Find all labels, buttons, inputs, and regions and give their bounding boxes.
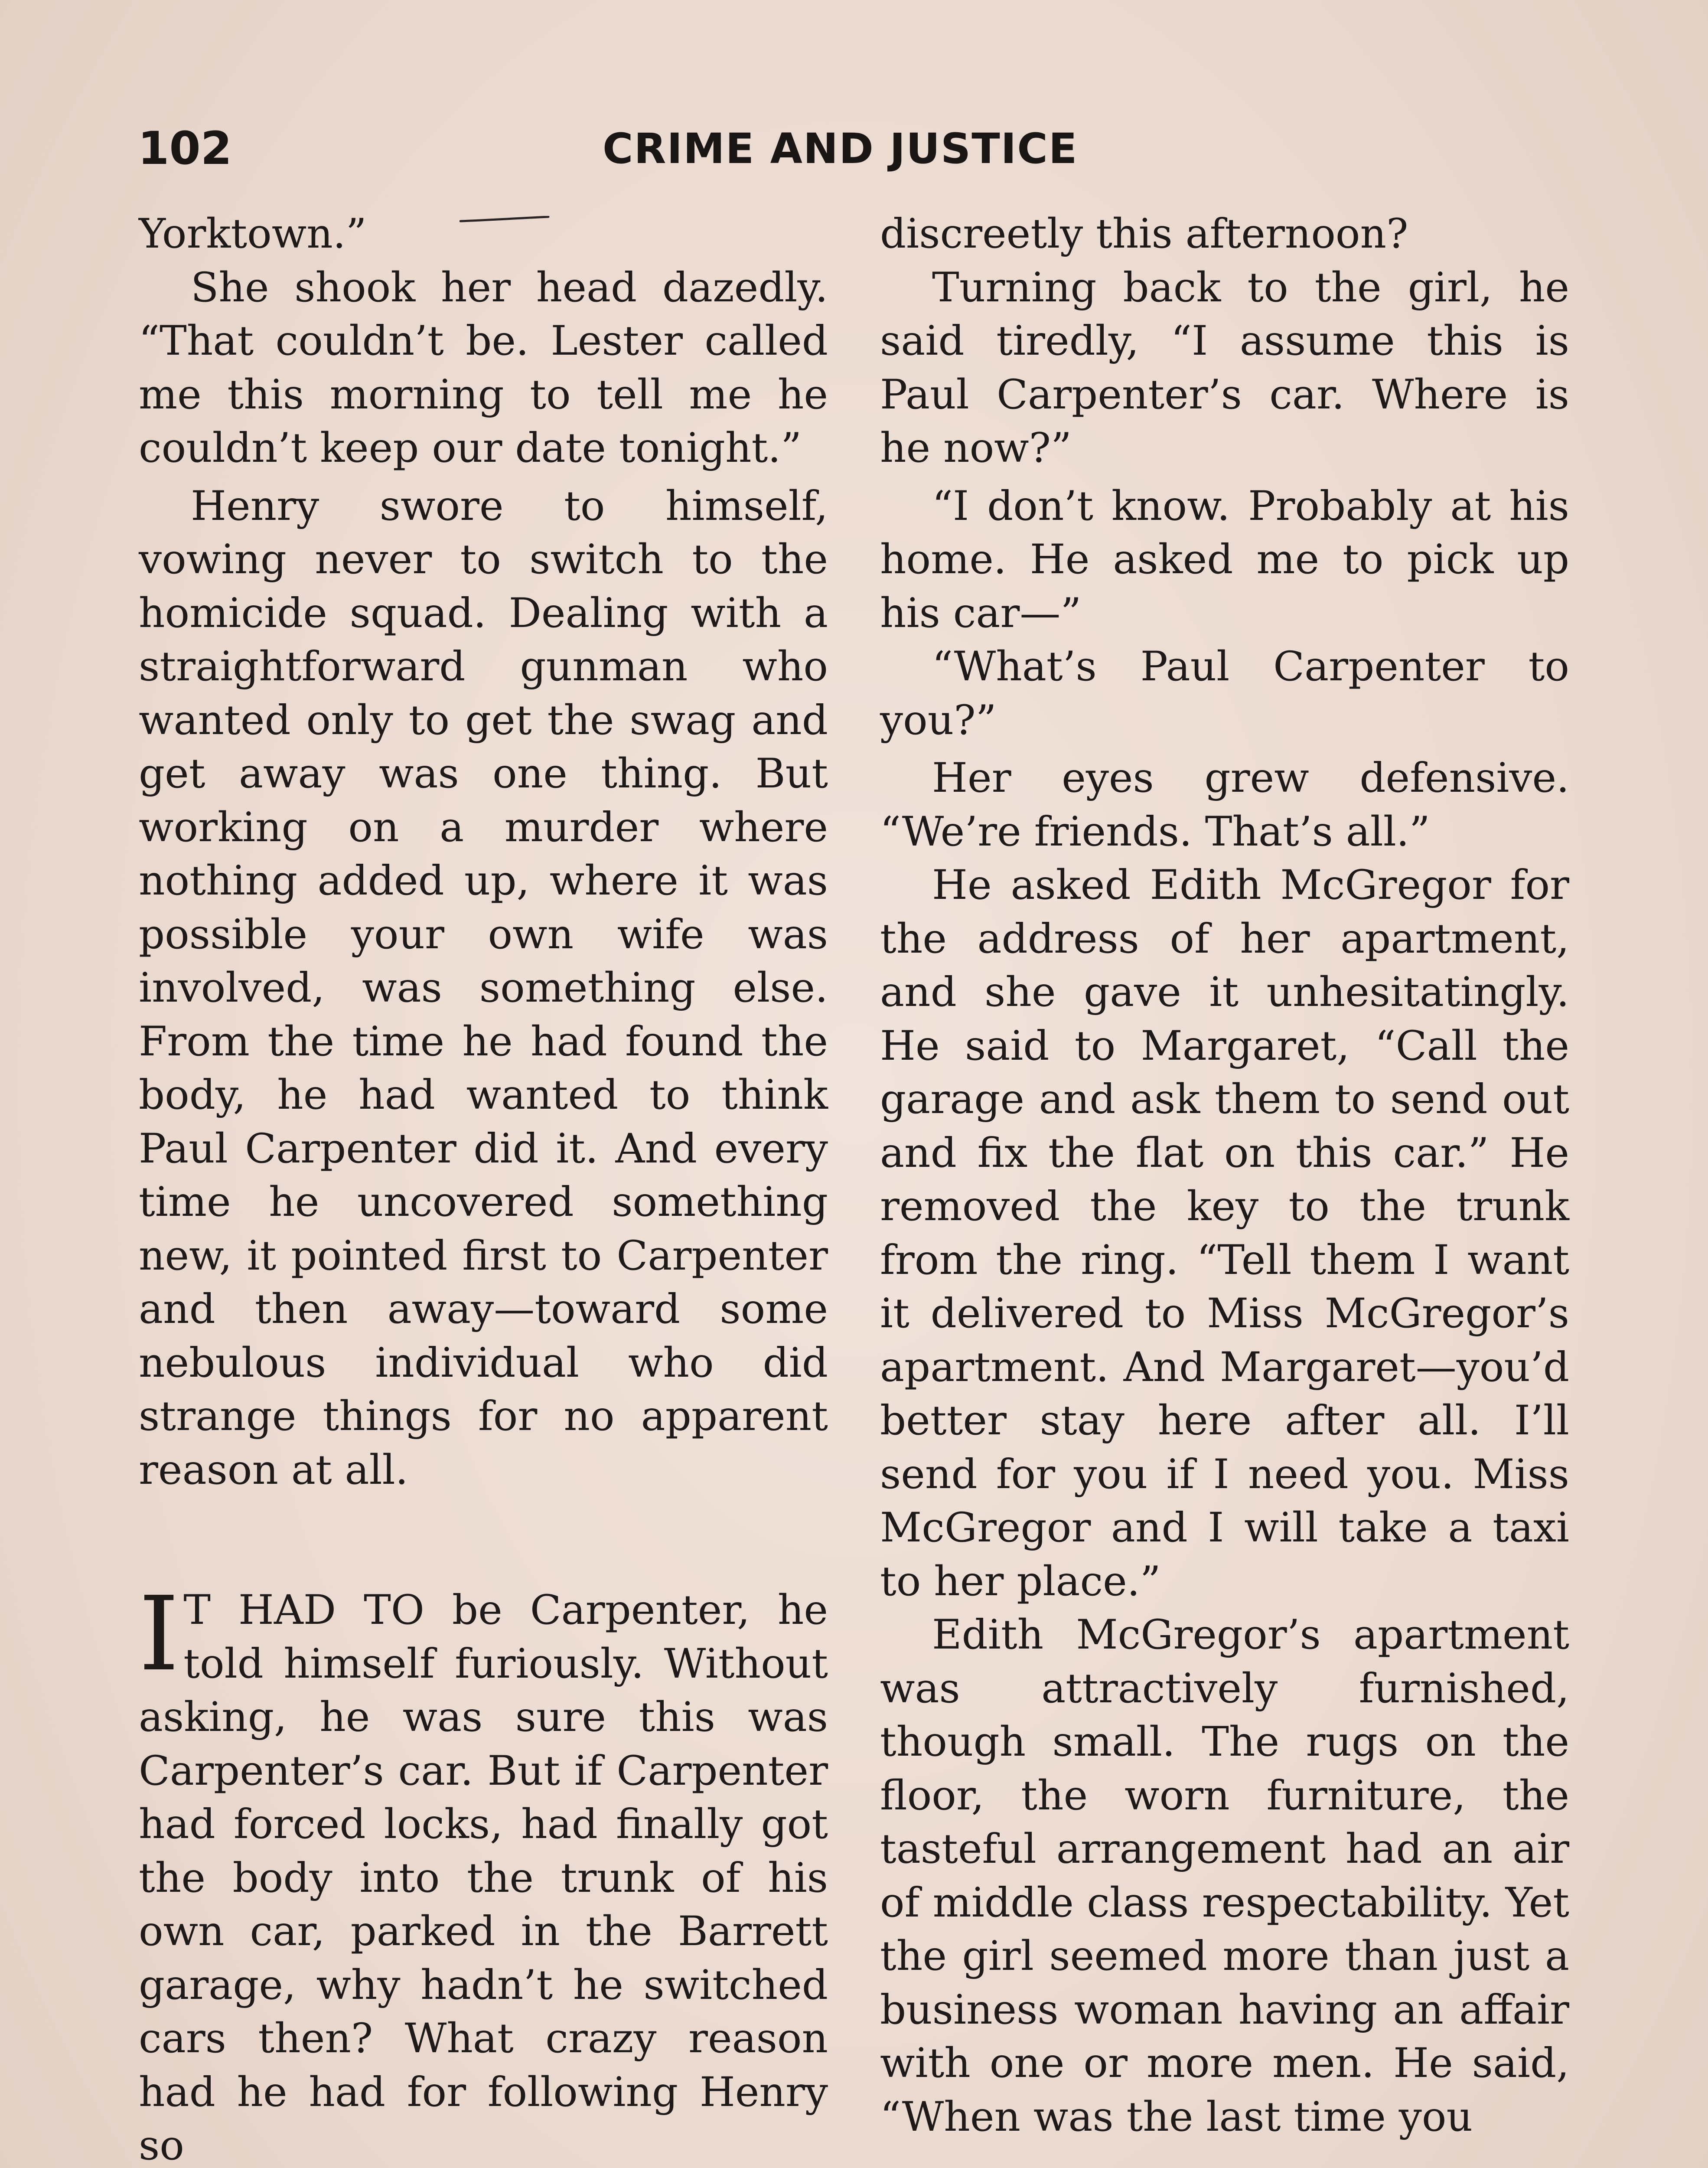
paragraph: “I don’t know. Probably at his home. He asked me to pick up his car—” [880, 482, 1569, 637]
running-head: CRIME AND JUSTICE [603, 124, 1078, 173]
page-number: 102 [138, 122, 232, 175]
drop-cap: I [139, 1574, 179, 1694]
paragraph: Yorktown.” [139, 210, 367, 258]
paragraph: Her eyes grew defensive. “We’re friends. That’s all.” [880, 754, 1569, 855]
left-column [139, 207, 828, 2168]
paragraph: She shook her head dazedly. “That couldn’t be. Lester called me this morning to tell me he couldn’t keep our date tonight.” [139, 264, 828, 472]
paragraph: He asked Edith McGregor for the address of her apartment, and she gave it unhesitatingly. He said to Margaret, “Call the garage and ask them to send out and fix the flat on this car.” He removed the key to the trunk from the ring. “Tell them I want it delivered to Miss McGregor’s apartment. And Margaret—you’d better stay here after all. I’ll send for you if I need you. Miss McGregor and I will take a taxi to her place.” [880, 862, 1569, 1605]
right-column [880, 207, 1569, 2144]
paragraph: Henry swore to himself, vowing never to switch to the homicide squad. Dealing with a straightforward gunman who wanted only to get the swag and get away was one thing. But working on a murder where nothing added up, where it was possible your own wife was involved, was something else. From the time he had found the body, he had wanted to think Paul Carpenter did it. And every time he uncovered something new, it pointed first to Carpenter and then away—toward some nebulous individual who did strange things for no apparent reason at all. [139, 482, 828, 1494]
paragraph: “What’s Paul Carpenter to you?” [880, 643, 1569, 744]
section-text: T HAD TO be Carpenter, he told himself furiously. Without asking, he was sure this was Carpenter’s car. But if Carpenter had forced locks, had finally got the body into the trunk of his own car, parked in the Barrett garage, why hadn’t he switched cars then? What crazy reason had he had for following Henry so [139, 1587, 828, 2168]
paragraph: discreetly this afternoon? [880, 210, 1408, 258]
section-paragraph [139, 1574, 828, 2168]
paragraph: Turning back to the girl, he said tiredly, “I assume this is Paul Carpenter’s car. Where is he now?” [880, 264, 1569, 472]
paragraph: Edith McGregor’s apartment was attractively furnished, though small. The rugs on the floor, the worn furniture, the tasteful arrangement had an air of middle class respectability. Yet the girl seemed more than just a business woman having an affair with one or more men. He said, “When was the last time you [880, 1611, 1569, 2141]
